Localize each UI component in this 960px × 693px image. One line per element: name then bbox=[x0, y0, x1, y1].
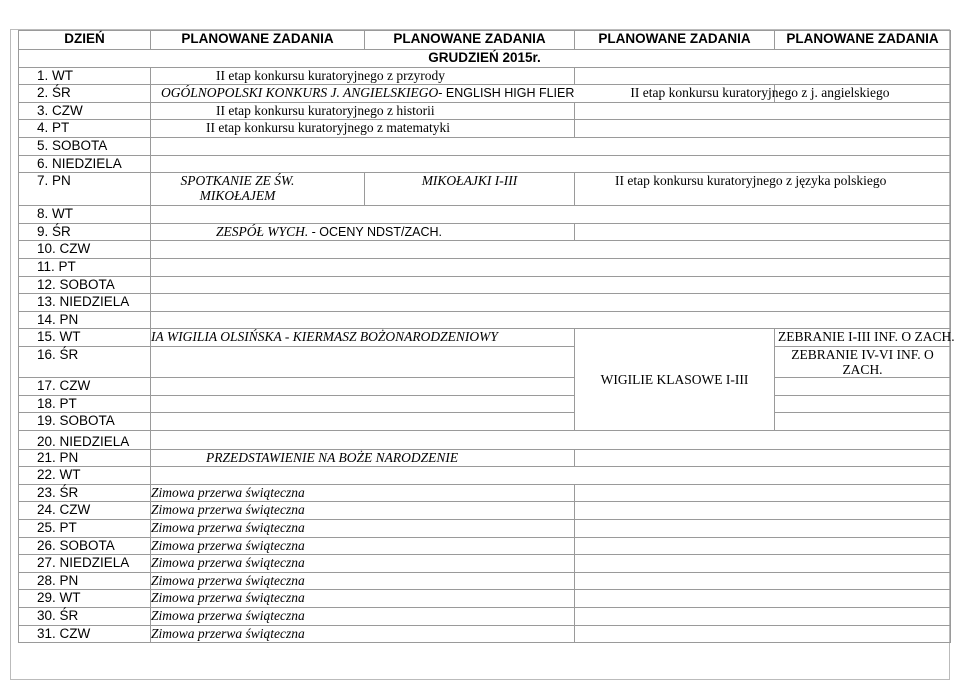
day-cell: 27. NIEDZIELA bbox=[19, 555, 151, 573]
table-row bbox=[19, 395, 951, 413]
day-cell: 17. CZW bbox=[19, 377, 151, 395]
table-row bbox=[19, 311, 951, 329]
day-cell: 20. NIEDZIELA bbox=[19, 430, 151, 449]
task-cell bbox=[151, 311, 951, 329]
day-cell: 5. SOBOTA bbox=[19, 137, 151, 155]
task-cell bbox=[575, 608, 951, 626]
day-cell: 28. PN bbox=[19, 572, 151, 590]
day-cell: 8. WT bbox=[19, 206, 151, 224]
table-row bbox=[19, 346, 951, 377]
table-row bbox=[19, 294, 951, 312]
task-cell bbox=[575, 502, 951, 520]
header-plan-2: PLANOWANE ZADANIA bbox=[365, 31, 575, 50]
day-cell: 3. CZW bbox=[19, 102, 151, 120]
task-cell bbox=[575, 449, 951, 467]
day-cell: 7. PN bbox=[19, 173, 151, 206]
task-cell bbox=[151, 395, 575, 413]
task-cell bbox=[575, 484, 951, 502]
task-cell bbox=[151, 430, 951, 449]
task-cell bbox=[575, 223, 951, 241]
task-cell bbox=[775, 395, 951, 413]
day-cell: 6. NIEDZIELA bbox=[19, 155, 151, 173]
task-cell: ZEBRANIE I-III INF. O ZACH. bbox=[775, 329, 951, 347]
task-cell: Zimowa przerwa świąteczna bbox=[151, 555, 575, 573]
day-cell: 30. ŚR bbox=[19, 608, 151, 626]
task-cell: MIKOŁAJKI I-III bbox=[365, 173, 575, 206]
task-cell bbox=[151, 85, 890, 103]
task-cell bbox=[151, 223, 575, 241]
table-row bbox=[19, 377, 951, 395]
day-cell: 21. PN bbox=[19, 449, 151, 467]
task-cell bbox=[775, 413, 951, 431]
header-plan-3: PLANOWANE ZADANIA bbox=[575, 31, 775, 50]
table-row bbox=[19, 625, 951, 643]
day-cell: 18. PT bbox=[19, 395, 151, 413]
day-cell: 25. PT bbox=[19, 520, 151, 538]
task-cell bbox=[151, 258, 951, 276]
task-cell bbox=[575, 537, 951, 555]
table-row bbox=[19, 608, 951, 626]
table-row bbox=[19, 173, 951, 206]
task-cell: Zimowa przerwa świąteczna bbox=[151, 608, 575, 626]
task-cell: II etap konkursu kuratoryjnego z przyrody bbox=[151, 67, 575, 85]
header-row bbox=[19, 31, 951, 50]
table-row bbox=[19, 102, 951, 120]
day-cell: 10. CZW bbox=[19, 241, 151, 259]
table-row bbox=[19, 413, 951, 431]
task-cell: Zimowa przerwa świąteczna bbox=[151, 502, 575, 520]
task-cell bbox=[151, 467, 951, 485]
day-cell: 15. WT bbox=[19, 329, 151, 347]
wigilie-cell: WIGILIE KLASOWE I-III bbox=[575, 329, 775, 430]
task-cell: Zimowa przerwa świąteczna bbox=[151, 572, 575, 590]
task-cell bbox=[575, 102, 951, 120]
task-cell: Zimowa przerwa świąteczna bbox=[151, 484, 575, 502]
task-cell bbox=[575, 590, 951, 608]
task-cell: Zimowa przerwa świąteczna bbox=[151, 520, 575, 538]
task-cell bbox=[575, 625, 951, 643]
task-cell: ZEBRANIE IV-VI INF. O ZACH. bbox=[775, 346, 951, 377]
header-day: DZIEŃ bbox=[19, 31, 151, 50]
table-row bbox=[19, 223, 951, 241]
day-cell: 22. WT bbox=[19, 467, 151, 485]
day-cell: 26. SOBOTA bbox=[19, 537, 151, 555]
month-row bbox=[19, 50, 951, 68]
table-row bbox=[19, 329, 951, 347]
task-cell bbox=[151, 346, 575, 377]
header-plan-4: PLANOWANE ZADANIA bbox=[775, 31, 951, 50]
task-cell bbox=[151, 155, 951, 173]
day-cell: 14. PN bbox=[19, 311, 151, 329]
table-row bbox=[19, 155, 951, 173]
task-cell bbox=[151, 206, 951, 224]
task-text: - OCENY NDST/ZACH. bbox=[311, 224, 442, 239]
day-cell: 11. PT bbox=[19, 258, 151, 276]
task-cell bbox=[775, 377, 951, 395]
task-cell bbox=[151, 137, 951, 155]
task-text: ZESPÓŁ WYCH. bbox=[216, 223, 309, 239]
task-cell bbox=[151, 241, 951, 259]
day-cell: 4. PT bbox=[19, 120, 151, 138]
header-plan-1: PLANOWANE ZADANIA bbox=[151, 31, 365, 50]
day-cell: 12. SOBOTA bbox=[19, 276, 151, 294]
day-cell: 19. SOBOTA bbox=[19, 413, 151, 431]
task-cell: PRZEDSTAWIENIE NA BOŻE NARODZENIE bbox=[151, 449, 575, 467]
day-cell: 29. WT bbox=[19, 590, 151, 608]
task-cell: Zimowa przerwa świąteczna bbox=[151, 537, 575, 555]
table-row bbox=[19, 67, 951, 85]
task-cell bbox=[151, 276, 951, 294]
table-row bbox=[19, 590, 951, 608]
task-cell bbox=[151, 294, 951, 312]
table-row bbox=[19, 502, 951, 520]
day-cell: 24. CZW bbox=[19, 502, 151, 520]
task-cell: IA WIGILIA OLSIŃSKA - KIERMASZ BOŻONARODZENIOWY bbox=[151, 329, 575, 347]
month-title: GRUDZIEŃ 2015r. bbox=[19, 50, 951, 68]
table-row bbox=[19, 120, 951, 138]
table-row bbox=[19, 241, 951, 259]
task-cell bbox=[575, 120, 951, 138]
task-cell: Zimowa przerwa świąteczna bbox=[151, 590, 575, 608]
task-cell bbox=[151, 413, 575, 431]
task-cell bbox=[575, 555, 951, 573]
table-row bbox=[19, 206, 951, 224]
table-row bbox=[19, 537, 951, 555]
day-cell: 13. NIEDZIELA bbox=[19, 294, 151, 312]
task-cell: II etap konkursu kuratoryjnego z historii bbox=[151, 102, 575, 120]
task-cell bbox=[575, 67, 951, 85]
task-cell: Zimowa przerwa świąteczna bbox=[151, 625, 575, 643]
task-cell: II etap konkursu kuratoryjnego z języka polskiego bbox=[575, 173, 951, 206]
task-text: II etap konkursu kuratoryjnego z j. angielskiego bbox=[630, 85, 890, 101]
table-row bbox=[19, 520, 951, 538]
calendar-table bbox=[18, 30, 955, 643]
task-cell: II etap konkursu kuratoryjnego z matematyki bbox=[151, 120, 575, 138]
table-row bbox=[19, 85, 951, 103]
day-cell: 31. CZW bbox=[19, 625, 151, 643]
table-row bbox=[19, 258, 951, 276]
table-row bbox=[19, 467, 951, 485]
table-row bbox=[19, 449, 951, 467]
task-cell: SPOTKANIE ZE ŚW. MIKOŁAJEM bbox=[151, 173, 365, 206]
table-row bbox=[19, 276, 951, 294]
day-cell: 1. WT bbox=[19, 67, 151, 85]
task-text: - ENGLISH HIGH FLIER bbox=[438, 86, 575, 101]
table-row bbox=[19, 430, 951, 449]
table-row bbox=[19, 572, 951, 590]
day-cell: 2. ŚR bbox=[19, 85, 151, 103]
day-cell: 9. ŚR bbox=[19, 223, 151, 241]
day-cell: 16. ŚR bbox=[19, 346, 151, 377]
task-text: OGÓLNOPOLSKI KONKURS J. ANGIELSKIEGO bbox=[161, 85, 439, 101]
task-cell bbox=[151, 377, 575, 395]
task-cell bbox=[575, 572, 951, 590]
table-row bbox=[19, 555, 951, 573]
day-cell: 23. ŚR bbox=[19, 484, 151, 502]
table-row bbox=[19, 137, 951, 155]
task-cell bbox=[575, 520, 951, 538]
table-row bbox=[19, 484, 951, 502]
